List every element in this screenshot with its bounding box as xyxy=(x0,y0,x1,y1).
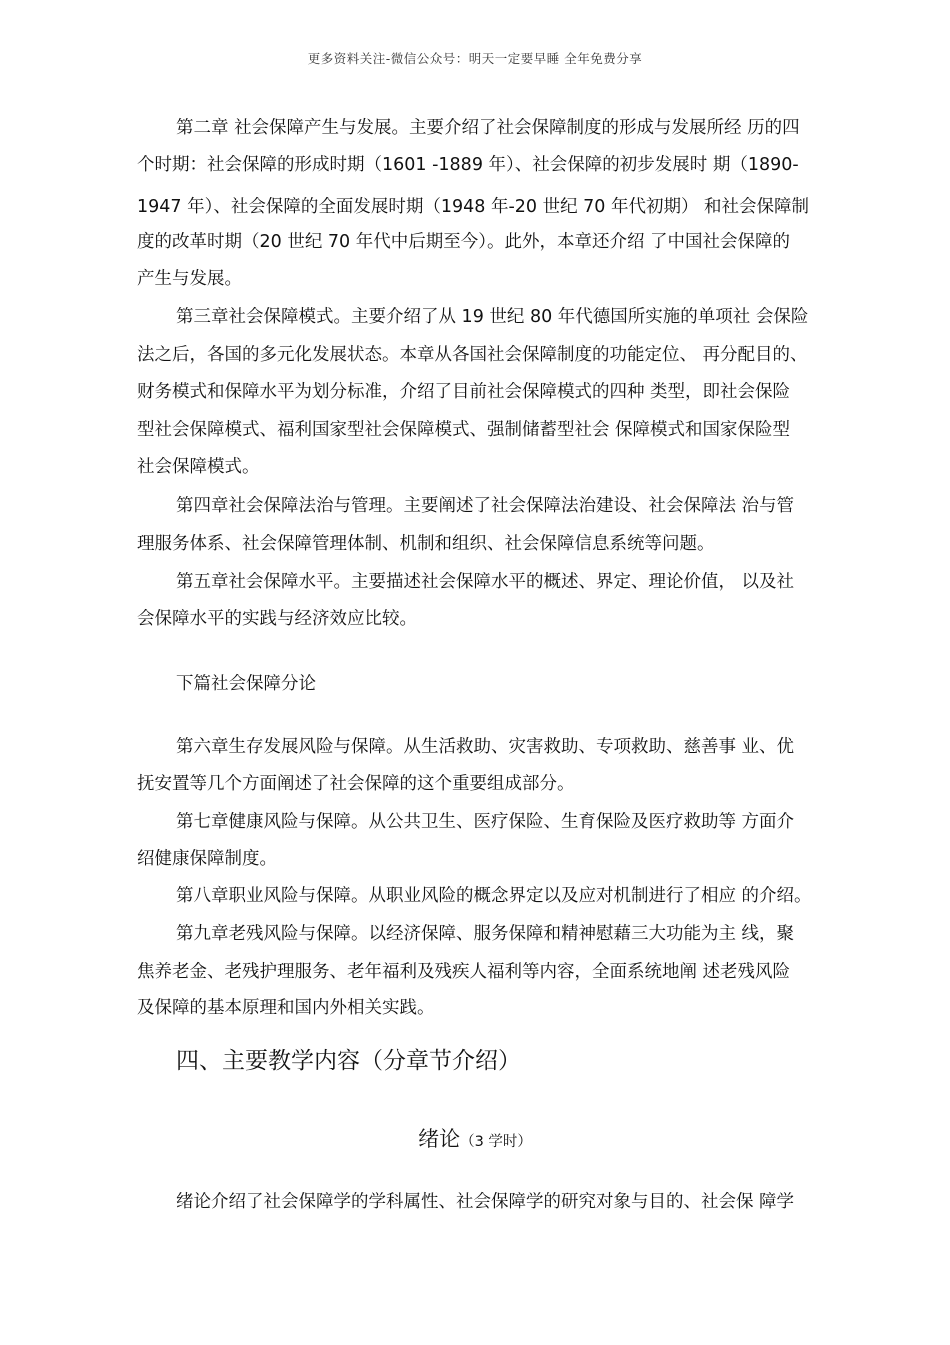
part-heading: 下篇社会保障分论 xyxy=(176,674,316,694)
chapter2-line-5: 产生与发展。 xyxy=(137,269,242,289)
chapter9-line-1: 第九章老残风险与保障。以经济保障、服务保障和精神慰藉三大功能为主 线，聚 xyxy=(176,924,795,944)
chapter2-line-1: 第二章 社会保障产生与发展。主要介绍了社会保障制度的形成与发展所经 历的四 xyxy=(176,118,800,138)
intro-line-1: 绪论介绍了社会保障学的学科属性、社会保障学的研究对象与目的、社会保 障学 xyxy=(176,1192,795,1212)
section-title: 四、主要教学内容（分章节介绍） xyxy=(176,1048,521,1074)
chapter2-line-4: 度的改革时期（20 世纪 70 年代中后期至今）。此外，本章还介绍 了中国社会保障的 xyxy=(137,232,791,252)
chapter-title xyxy=(0,1125,950,1156)
chapter7-line-1: 第七章健康风险与保障。从公共卫生、医疗保险、生育保险及医疗救助等 方面介 xyxy=(176,812,795,832)
chapter6-line-1: 第六章生存发展风险与保障。从生活救助、灾害救助、专项救助、慈善事 业、优 xyxy=(176,737,795,757)
chapter3-line-2: 法之后，各国的多元化发展状态。本章从各国社会保障制度的功能定位、 再分配目的、 xyxy=(137,345,808,365)
chapter5-line-1: 第五章社会保障水平。主要描述社会保障水平的概述、界定、理论价值， 以及社 xyxy=(176,572,795,592)
chapter3-line-5: 社会保障模式。 xyxy=(137,457,260,477)
chapter3-line-1: 第三章社会保障模式。主要介绍了从 19 世纪 80 年代德国所实施的单项社 会保险 xyxy=(176,307,809,327)
chapter4-line-1: 第四章社会保障法治与管理。主要阐述了社会保障法治建设、社会保障法 治与管 xyxy=(176,496,795,516)
chapter9-line-3: 及保障的基本原理和国内外相关实践。 xyxy=(137,998,435,1018)
chapter3-line-4: 型社会保障模式、福利国家型社会保障模式、强制储蓄型社会 保障模式和国家保险型 xyxy=(137,420,791,440)
chapter5-line-2: 会保障水平的实践与经济效应比较。 xyxy=(137,609,417,629)
chapter9-line-2: 焦养老金、老残护理服务、老年福利及残疾人福利等内容，全面系统地阐 述老残风险 xyxy=(137,962,791,982)
chapter8-line-1: 第八章职业风险与保障。从职业风险的概念界定以及应对机制进行了相应 的介绍。 xyxy=(176,886,812,906)
chapter4-line-2: 理服务体系、社会保障管理体制、机制和组织、社会保障信息系统等问题。 xyxy=(137,534,715,554)
page-header: 更多资料关注-微信公众号：明天一定要早睡 全年免费分享 xyxy=(307,51,643,66)
chapter6-line-2: 抚安置等几个方面阐述了社会保障的这个重要组成部分。 xyxy=(137,774,575,794)
chapter-hours: （3 学时） xyxy=(460,1134,532,1150)
chapter3-line-3: 财务模式和保障水平为划分标准，介绍了目前社会保障模式的四种 类型，即社会保险 xyxy=(137,382,791,402)
chapter7-line-2: 绍健康保障制度。 xyxy=(137,849,277,869)
chapter-title-text: 绪论 xyxy=(418,1127,461,1151)
chapter2-line-2: 个时期：社会保障的形成时期（1601 -1889 年）、社会保障的初步发展时 期（1890- xyxy=(137,155,799,175)
chapter2-line-3: 1947 年）、社会保障的全面发展时期（1948 年-20 世纪 70 年代初期） 和社会保障制 xyxy=(137,197,810,217)
